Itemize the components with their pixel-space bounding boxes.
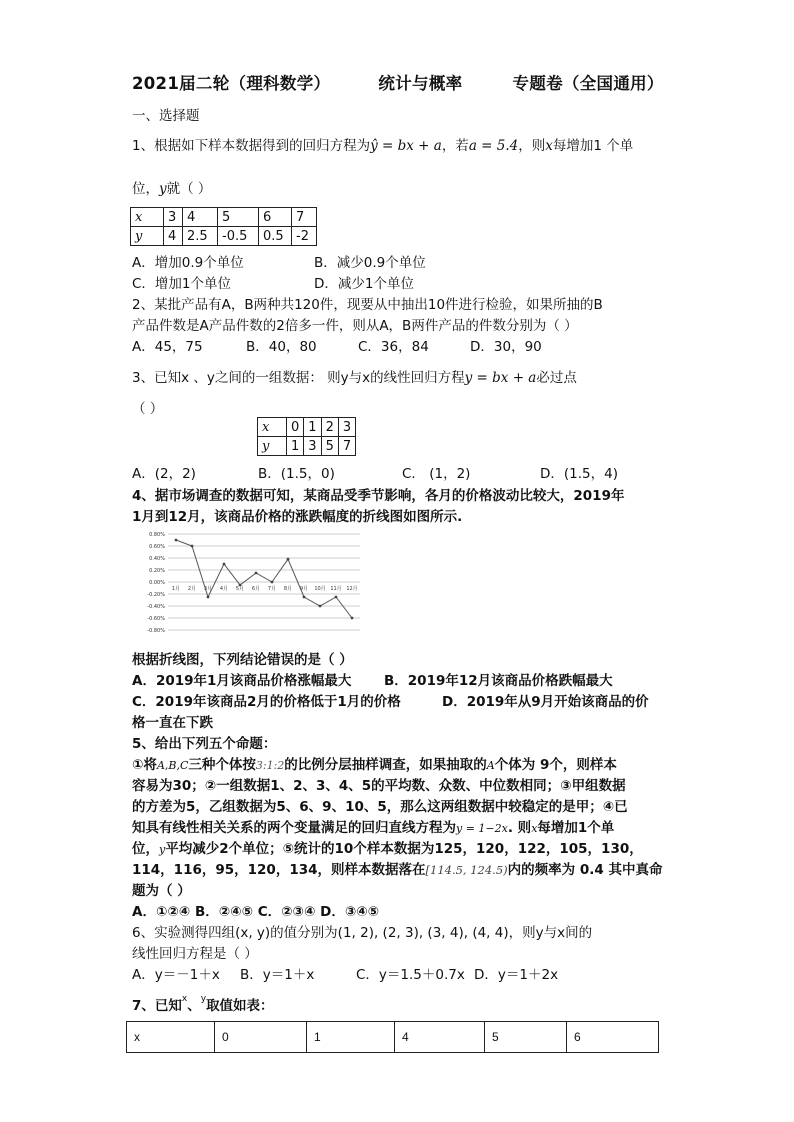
q6-option-b: B．y＝1＋x	[240, 967, 315, 983]
chart-x-tick-label: 6月	[251, 586, 261, 592]
chart-y-tick-label: -0.80%	[147, 628, 165, 634]
page-title	[132, 70, 664, 94]
chart-y-tick-label: -0.60%	[147, 616, 165, 622]
q3-row-x: x 0 1 2 3	[258, 418, 356, 437]
chart-x-tick-label: 1月	[171, 586, 181, 592]
q3-regression-eq: y = bx + a	[464, 370, 537, 386]
chart-x-tick-label: 11月	[330, 586, 342, 592]
chart-point	[271, 581, 274, 584]
chart-point	[191, 545, 194, 548]
chart-x-tick-label: 7月	[267, 586, 277, 592]
q3-line-1: 3、已知x 、y之间的一组数据： 则y与x的线性回归方程y = bx + a必过点	[132, 370, 577, 386]
q2-option-d: D．30，90	[470, 339, 542, 355]
q3-option-c: C． (1，2)	[402, 466, 471, 482]
chart-y-tick-label: 0.60%	[149, 544, 165, 550]
section-heading: 一、选择题	[132, 108, 200, 124]
chart-point	[255, 572, 258, 575]
q1-line-1: 1、根据如下样本数据得到的回归方程为ŷ = bx + a，若a = 5.4，则x每增加1 个单	[132, 138, 634, 154]
chart-x-tick-label: 8月	[283, 586, 293, 592]
chart-y-tick-label: 0.40%	[149, 556, 165, 562]
chart-y-ticks	[147, 532, 165, 634]
chart-x-tick-label: 10月	[314, 586, 326, 592]
chart-point	[207, 596, 210, 599]
q5-line-6: 位，y平均减少2个单位；⑤统计的10个样本数据为125，120，122，105，130，	[132, 841, 643, 857]
q1-regression-eq: ŷ = bx + a	[370, 138, 442, 154]
q2-line-1: 2、某批产品有A，B两种共120件，现要从中抽出10件进行检验，如果所抽的B	[132, 297, 603, 313]
chart-point	[303, 596, 306, 599]
q2-line-2: 产品件数是A产品件数的2倍多一件，则从A，B两件产品的件数分别为（ ）	[132, 318, 578, 334]
q6-line-1: 6、实验测得四组(x, y)的值分别为(1, 2), (2, 3), (3, 4), (4, 4)，则y与x间的	[132, 925, 593, 941]
q5-line-4: 的方差为5，乙组数据为5、6、9、10、5，那么这两组数据中较稳定的是甲；④已	[132, 799, 628, 815]
chart-x-tick-label: 2月	[187, 586, 197, 592]
chart-gridlines	[168, 534, 360, 630]
chart-point	[223, 563, 226, 566]
chart-x-ticks	[172, 585, 358, 592]
q4-line-1: 4、据市场调查的数据可知，某商品受季节影响，各月的价格波动比较大，2019年	[132, 488, 625, 504]
chart-x-tick-label: 4月	[219, 586, 229, 592]
chart-x-tick-label: 9月	[299, 586, 309, 592]
q5-line-8: 题为（ ）	[132, 883, 191, 899]
q7-row-x: x 0 1 4 5 6	[127, 1022, 659, 1053]
q5-options: A．①②④ B．②④⑤ C．②③④ D．③④⑤	[132, 904, 380, 920]
price-change-line-chart	[136, 528, 366, 638]
q2-option-b: B．40，80	[246, 339, 317, 355]
chart-y-tick-label: 0.80%	[149, 532, 165, 538]
chart-x-tick-label: 5月	[235, 586, 245, 592]
q1-condition: a = 5.4	[468, 138, 519, 154]
q4-option-d: D．2019年从9月开始该商品的价	[442, 694, 649, 710]
q3-option-a: A．(2，2)	[132, 466, 196, 482]
q7-data-table	[126, 1021, 659, 1053]
chart-x-tick-label: 12月	[346, 586, 358, 592]
q3-row-y: y 1 3 5 7	[258, 437, 356, 456]
q1-option-d: D．减少1个单位	[314, 276, 414, 292]
chart-point	[319, 605, 322, 608]
chart-point	[287, 558, 290, 561]
q1-row-x: x 3 4 5 6 7	[131, 208, 317, 227]
q4-option-c: C．2019年该商品2月的价格低于1月的价格	[132, 694, 401, 710]
q1-data-table	[130, 207, 317, 246]
q1-option-a: A．增加0.9个单位	[132, 255, 244, 271]
q3-line-2: （ ）	[132, 401, 164, 417]
q2-option-c: C．36，84	[358, 339, 429, 355]
chart-y-tick-label: -0.20%	[147, 592, 165, 598]
q5-line-1: 5、给出下列五个命题：	[132, 736, 277, 752]
q4-option-d-cont: 格一直在下跌	[132, 715, 213, 731]
chart-points	[175, 539, 354, 620]
title-part-2: 统计与概率	[378, 74, 463, 93]
chart-y-tick-label: 0.20%	[149, 568, 165, 574]
q4-option-b: B．2019年12月该商品价格跌幅最大	[384, 673, 613, 689]
q5-line-3: 容易为30；②一组数据1、2、3、4、5的平均数、众数、中位数相同；③甲组数据	[132, 778, 626, 794]
q5-line-7: 114，116，95，120，134，则样本数据落在[114.5, 124.5)内的频率为 0.4 其中真命	[132, 862, 663, 878]
chart-x-tick-label: 3月	[203, 586, 213, 592]
q6-option-c: C．y＝1.5＋0.7x	[356, 967, 465, 983]
chart-point	[239, 584, 242, 587]
q4-line-2: 1月到12月，该商品价格的涨跌幅度的折线图如图所示.	[132, 509, 463, 525]
title-part-3: 专题卷（全国通用）	[512, 74, 664, 93]
q1-line-2: 位，y就（ ）	[132, 181, 212, 197]
q6-option-a: A．y＝－1＋x	[132, 967, 220, 983]
q7-line-1: 7、已知$^x$、$^y$取值如表：	[132, 994, 274, 1014]
q3-option-b: B．(1.5，0)	[258, 466, 335, 482]
chart-y-tick-label: -0.40%	[147, 604, 165, 610]
chart-point	[335, 596, 338, 599]
chart-point	[175, 539, 178, 542]
q2-option-a: A．45，75	[132, 339, 203, 355]
q5-line-2: ①将A,B,C三种个体按3:1:2的比例分层抽样调查，如果抽取的A个体为 9个，则样本	[132, 757, 617, 773]
q3-data-table	[257, 417, 356, 456]
q3-option-d: D．(1.5，4)	[540, 466, 618, 482]
title-part-1: 2021届二轮（理科数学）	[132, 74, 331, 93]
q1-option-c: C．增加1个单位	[132, 276, 232, 292]
q1-option-b: B．减少0.9个单位	[314, 255, 426, 271]
q6-line-2: 线性回归方程是（ ）	[132, 946, 258, 962]
q6-option-d: D．y＝1＋2x	[474, 967, 559, 983]
q1-row-y: y 4 2.5 -0.5 0.5 -2	[131, 227, 317, 246]
q4-option-a: A．2019年1月该商品价格涨幅最大	[132, 673, 352, 689]
chart-y-tick-label: 0.00%	[149, 580, 165, 586]
chart-point	[351, 617, 354, 620]
q4-question: 根据折线图，下列结论错误的是（ ）	[132, 652, 353, 668]
q5-line-5: 知具有线性相关关系的两个变量满足的回归直线方程为y = 1−2x. 则x每增加1个单	[132, 820, 615, 836]
